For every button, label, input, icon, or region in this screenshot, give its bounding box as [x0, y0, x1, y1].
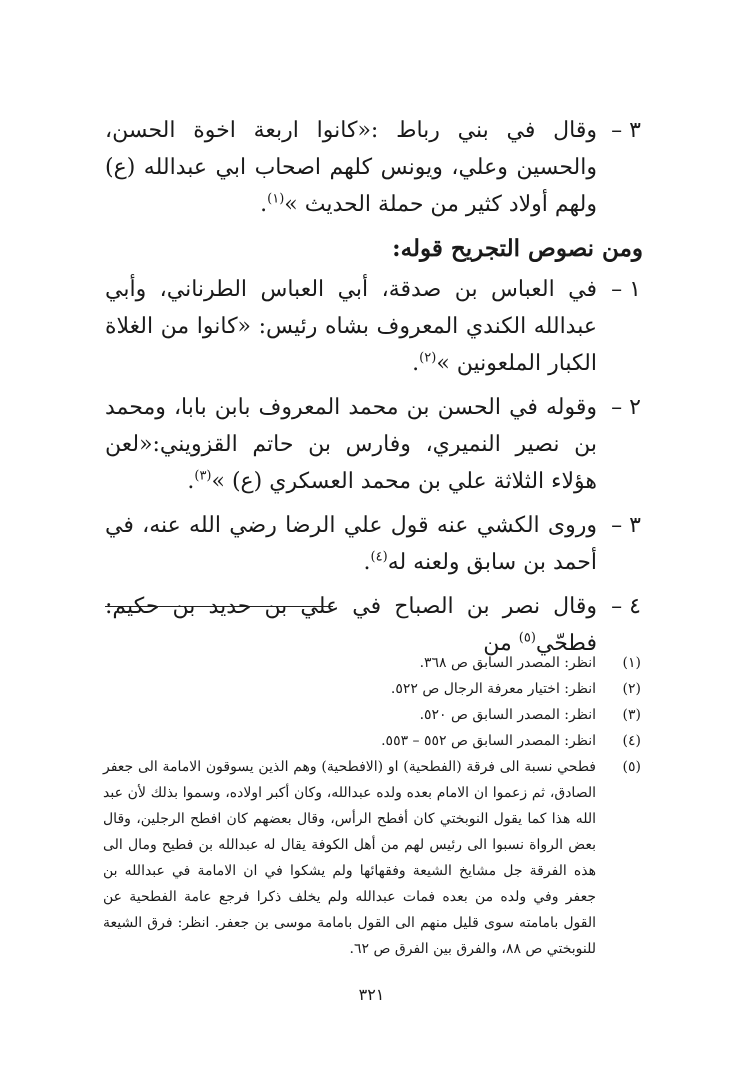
item-number: ٤ – — [611, 594, 641, 619]
footnote-ref: (١) — [267, 191, 285, 207]
footnote-text: انظر: المصدر السابق ص ٣٦٨. — [419, 655, 596, 671]
item-text: وقوله في الحسن بن محمد المعروف بابن بابا، ومحمد بن نصير النميري، وفارس بن حاتم القزويني:«لعن هؤلاء الثلاثة علي بن محمد العسكري (ع) » — [105, 395, 597, 494]
item-tail: من — [483, 631, 519, 656]
item-tail: . — [260, 192, 268, 217]
item-number: ٢ – — [611, 395, 641, 420]
section-heading: ومن نصوص التجريح قوله: — [392, 235, 643, 262]
list-item — [105, 389, 641, 500]
item-number: ٣ – — [611, 513, 641, 538]
item-tail: . — [412, 351, 420, 376]
list-item — [105, 271, 641, 382]
footnote-ref: (٢) — [419, 350, 437, 366]
item-text: وقال نصر بن الصباح في علي بن حديد بن حكيم: فطحّي — [105, 594, 597, 656]
footnote — [103, 650, 641, 676]
footnote — [103, 754, 641, 962]
footnote-number: (٤) — [622, 733, 641, 749]
footnote-text: انظر: اختيار معرفة الرجال ص ٥٢٢. — [390, 681, 596, 697]
footnote-ref: (٤) — [370, 549, 388, 565]
item-tail: . — [187, 469, 195, 494]
footnote — [103, 676, 641, 702]
footnote-ref: (٥) — [518, 630, 536, 646]
page-number: ٣٢١ — [358, 985, 385, 1004]
footnote-ref: (٣) — [194, 468, 212, 484]
item-number: ١ – — [611, 277, 641, 302]
item-text: وروى الكشي عنه قول علي الرضا رضي الله عنه، في أحمد بن سابق ولعنه له — [105, 513, 597, 575]
list-item — [105, 507, 641, 581]
footnotes — [103, 650, 641, 962]
list-item — [105, 112, 641, 223]
footnote-text: انظر: المصدر السابق ص ٥٥٢ – ٥٥٣. — [381, 733, 596, 749]
item-number: ٣ – — [611, 118, 641, 143]
footnote-number: (٥) — [622, 759, 641, 775]
item-text: في العباس بن صدقة، أبي العباس الطرناني، وأبي عبدالله الكندي المعروف بشاه رئيس: «كانوا من الغلاة الكبار الملعونين » — [105, 277, 597, 376]
main-text — [105, 112, 641, 669]
footnote-number: (١) — [622, 655, 641, 671]
footnote-number: (٢) — [622, 681, 641, 697]
item-tail: . — [363, 550, 371, 575]
footnote-divider — [105, 606, 333, 607]
footnote — [103, 728, 641, 754]
item-text: وقال في بني رباط :«كانوا اربعة اخوة الحسن، والحسين وعلي، ويونس كلهم اصحاب ابي عبدالله (ع) ولهم أولاد كثير من حملة الحديث » — [105, 118, 597, 217]
footnote-number: (٣) — [622, 707, 641, 723]
footnote-text: انظر: المصدر السابق ص ٥٢٠. — [419, 707, 596, 723]
footnote — [103, 702, 641, 728]
footnote-text: فطحي نسبة الى فرقة (الفطحية) او (الافطحية) وهم الذين يسوقون الامامة الى جعفر الصادق، ثم زعموا ان الامام بعده ولده عبدالله، وكان أكبر اولاده، وسموا بذلك لأن عبد الله هذا كما يقول النوبختي كان أفطح الرأس، وقال بعضهم كان افطح الرجلين، وقال بعض الرواة نسبوا الى رئيس لهم من أهل الكوفة يقال له عبدالله بن فطيح ومال الى هذه الفرقة جل مشايخ الشيعة وفقهائها ولم يشكوا في ان الامامة في عبدالله بن جعفر وفي ولده من بعده فمات عبدالله ولم يخلف ذكرا فرجع عامة الفطحية عن القول بامامته سوى قليل منهم الى القول بامامة موسى بن جعفر. انظر: فرق الشيعة للنوبختي ص ٨٨، والفرق بين الفرق ص ٦٢. — [103, 759, 597, 957]
